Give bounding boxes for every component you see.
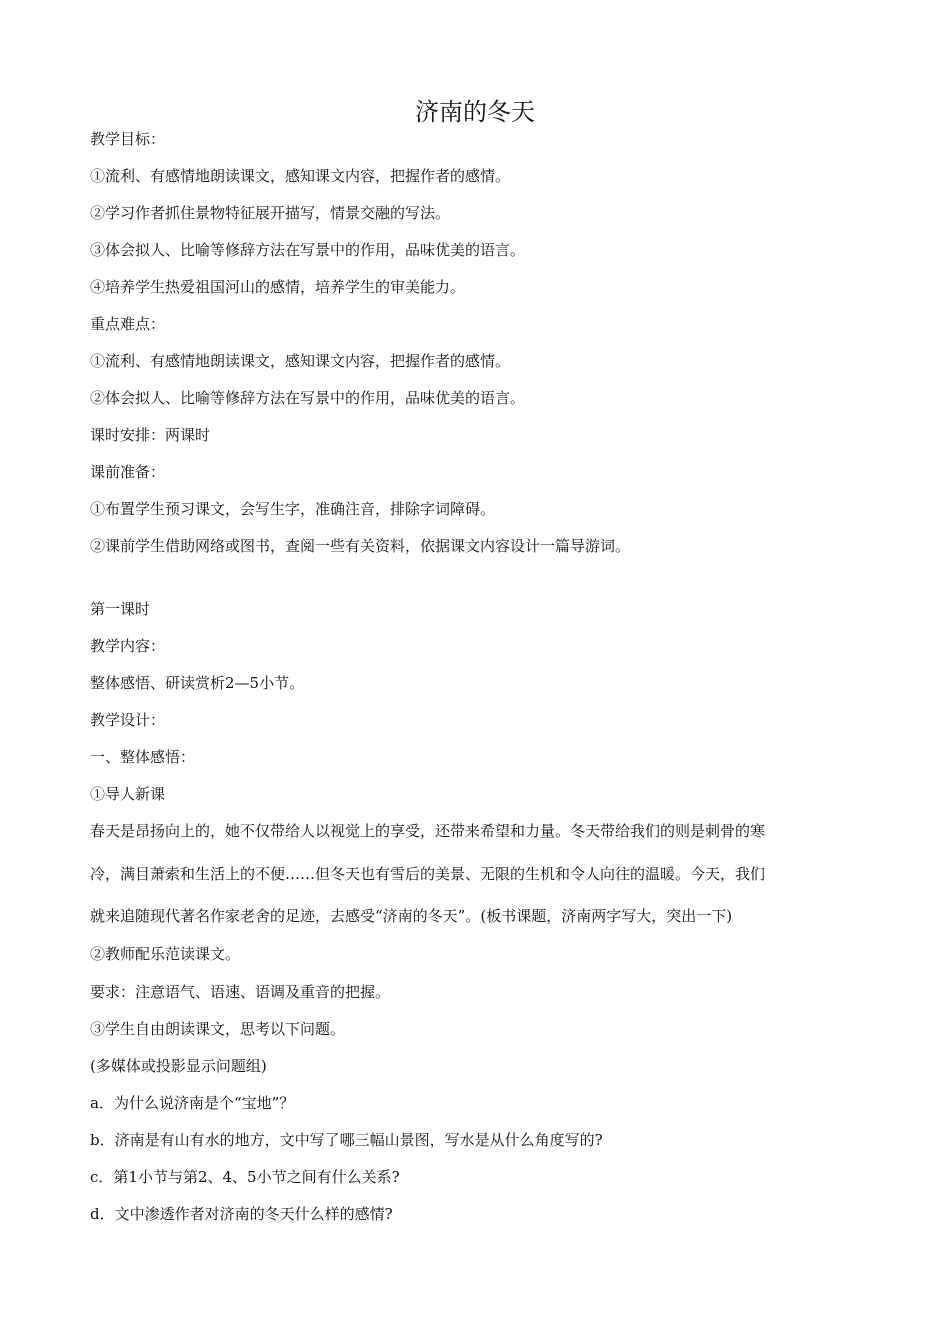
key-point-item: ②体会拟人、比喻等修辞方法在写景中的作用，品味优美的语言。: [90, 389, 526, 407]
content-text: 整体感悟、研读赏析2—5小节。: [90, 674, 305, 692]
goal-item: ②学习作者抓住景物特征展开描写，情景交融的写法。: [90, 204, 451, 222]
preparation-item: ①布置学生预习课文，会写生字，准确注音，排除字词障碍。: [90, 500, 496, 518]
schedule-line: 课时安排：两课时: [90, 426, 211, 444]
section1-heading: 一、整体感悟：: [90, 748, 196, 766]
paragraph-line: 冷，满目萧索和生活上的不便……但冬天也有雪后的美景、无限的生机和令人向往的温暖。今天，我们: [90, 865, 766, 883]
document-title: 济南的冬天: [415, 98, 535, 126]
preparation-heading: 课前准备：: [90, 463, 166, 481]
goal-item: ③体会拟人、比喻等修辞方法在写景中的作用，品味优美的语言。: [90, 241, 526, 259]
lesson1-heading: 第一课时: [90, 600, 151, 618]
step2-line: ②教师配乐范读课文。: [90, 945, 241, 963]
design-heading: 教学设计：: [90, 711, 166, 729]
goal-item: ①流利、有感情地朗读课文，感知课文内容，把握作者的感情。: [90, 167, 511, 185]
requirement-line: 要求：注意语气、语速、语调及重音的把握。: [90, 983, 391, 1001]
step3-line: ③学生自由朗读课文，思考以下问题。: [90, 1020, 346, 1038]
preparation-item: ②课前学生借助网络或图书，查阅一些有关资料，依据课文内容设计一篇导游词。: [90, 537, 631, 555]
paragraph-line: 春天是昂扬向上的，她不仅带给人以视觉上的享受，还带来希望和力量。冬天带给我们的则是刺骨的寒: [90, 822, 766, 840]
goal-item: ④培养学生热爱祖国河山的感情，培养学生的审美能力。: [90, 278, 466, 296]
question-item: b．济南是有山有水的地方，文中写了哪三幅山景图，写水是从什么角度写的?: [90, 1131, 603, 1149]
note-line: (多媒体或投影显示问题组): [90, 1057, 267, 1075]
question-item: d．文中渗透作者对济南的冬天什么样的感情?: [90, 1205, 393, 1223]
paragraph-line: 就来追随现代著名作家老舍的足迹，去感受“济南的冬天”。(板书课题，济南两字写大，突出一下): [90, 907, 733, 925]
question-item: c．第1小节与第2、4、5小节之间有什么关系?: [90, 1168, 400, 1186]
content-heading: 教学内容：: [90, 637, 166, 655]
key-point-item: ①流利、有感情地朗读课文，感知课文内容，把握作者的感情。: [90, 352, 511, 370]
step1-line: ①导人新课: [90, 785, 166, 803]
key-points-heading: 重点难点：: [90, 315, 166, 333]
goals-heading: 教学目标：: [90, 130, 166, 148]
question-item: a．为什么说济南是个“宝地”？: [90, 1094, 295, 1112]
